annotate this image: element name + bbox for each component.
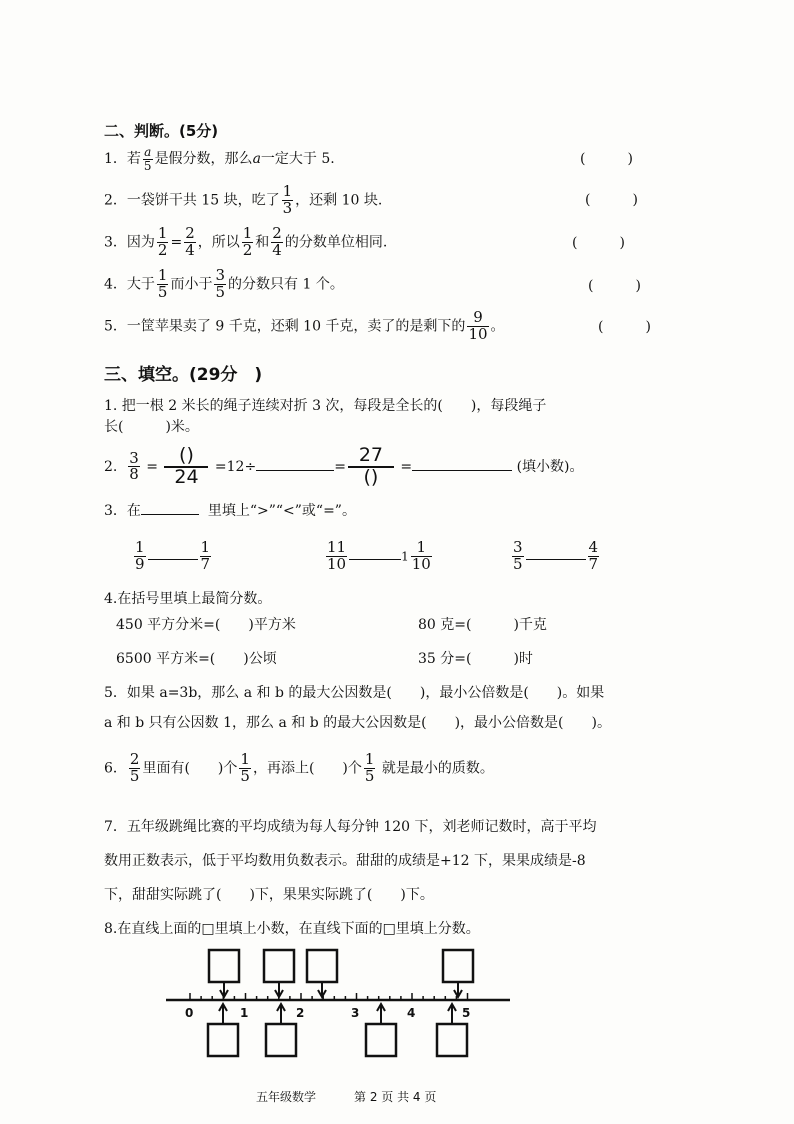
compare-blank-1[interactable] <box>148 559 198 560</box>
judge-q2-answer[interactable]: ( ) <box>585 192 638 208</box>
judge-q3: 3．因为 $\frac{1}{2}$ = $\frac{2}{4}$ ，所以 $\frac{1}{2}$ 和 $\frac{2}{4}$ 的分数单位相同. <box>104 224 388 259</box>
fill-q2-blank1[interactable] <box>256 470 334 471</box>
tick-label-5: 5 <box>462 1006 471 1020</box>
fill-q2-blank2[interactable] <box>412 470 512 471</box>
fill-q7-line1: 7．五年级跳绳比赛的平均成绩为每人每分钟 120 下，刘老师记数时，高于平均 <box>104 819 597 835</box>
tick-label-1: 1 <box>240 1006 249 1020</box>
tick-label-2: 2 <box>296 1006 305 1020</box>
tick-label-3: 3 <box>351 1006 360 1020</box>
fill-q4-c: 6500 平方米=( )公顷 <box>116 651 277 667</box>
compare-2: $\frac{11}{10}$ 1 $\frac{1}{10}$ <box>327 538 431 573</box>
judge-q4: 4．大于 $\frac{1}{5}$ 而小于 $\frac{3}{5}$ 的分数只有 1 个。 <box>104 266 344 301</box>
section3-title: 三、填空。(29分 ) <box>104 365 263 385</box>
tick-label-0: 0 <box>185 1006 194 1020</box>
fill-q5-line1: 5．如果 a=3b，那么 a 和 b 的最大公因数是( )，最小公倍数是( )。如果 <box>104 685 605 701</box>
fill-q4-title: 4.在括号里填上最简分数。 <box>104 591 272 607</box>
judge-q1: 1．若 $\frac{a}{5}$ 是假分数，那么a一定大于 5. <box>104 145 335 173</box>
fill-q3: 3．在 里填上“>”“<”或“=”。 <box>104 503 356 519</box>
fill-q5-line2: a 和 b 只有公因数 1，那么 a 和 b 的最大公因数是( )，最小公倍数是( )。 <box>104 715 611 731</box>
footer-page: 第 2 页 共 4 页 <box>354 1090 437 1104</box>
judge-q1-answer[interactable]: ( ) <box>580 151 633 167</box>
answer-box-bottom-1[interactable] <box>208 1024 238 1056</box>
fill-q7-line2: 数用正数表示，低于平均数用负数表示。甜甜的成绩是+12 下，果果成绩是-8 <box>104 853 586 869</box>
fill-q4-b: 80 克=( )千克 <box>418 617 547 633</box>
fill-q4-a: 450 平方分米=( )平方米 <box>116 617 296 633</box>
section2-title: 二、判断。(5分) <box>104 122 219 140</box>
compare-blank-2[interactable] <box>349 559 401 560</box>
answer-box-bottom-2[interactable] <box>266 1024 296 1056</box>
judge-q5: 5．一筐苹果卖了 9 千克，还剩 10 千克，卖了的是剩下的 $\frac{9}{10}$ 。 <box>104 308 505 343</box>
compare-1: $\frac{1}{9}$ $\frac{1}{7}$ <box>135 538 211 573</box>
fraction: $\frac{a}{5}$ <box>143 145 152 173</box>
answer-box-bottom-4[interactable] <box>437 1024 467 1056</box>
judge-q2: 2．一袋饼干共 15 块，吃了 $\frac{1}{3}$ ，还剩 10 块. <box>104 182 383 217</box>
answer-box-top-4[interactable] <box>443 950 473 982</box>
answer-box-top-3[interactable] <box>307 950 337 982</box>
fill-q2: 2. $\frac{3}{8}$ = $\frac{()}{24}$ =12÷ = $\frac{27}{()}$ = (填小数)。 <box>104 444 584 488</box>
compare-blank-3[interactable] <box>526 559 586 560</box>
answer-box-top-1[interactable] <box>209 950 239 982</box>
compare-3: $\frac{3}{5}$ $\frac{4}{7}$ <box>513 538 599 573</box>
judge-q5-answer[interactable]: ( ) <box>598 319 651 335</box>
answer-box-top-2[interactable] <box>264 950 294 982</box>
fill-q1-line1: 1. 把一根 2 米长的绳子连续对折 3 次，每段是全长的( )，每段绳子 <box>104 398 547 414</box>
judge-q4-answer[interactable]: ( ) <box>588 278 641 294</box>
footer-subject: 五年级数学 <box>256 1090 317 1104</box>
fill-q7-line3: 下，甜甜实际跳了( )下，果果实际跳了( )下。 <box>104 887 434 903</box>
judge-q3-answer[interactable]: ( ) <box>572 235 625 251</box>
tick-label-4: 4 <box>407 1006 416 1020</box>
answer-box-bottom-3[interactable] <box>366 1024 396 1056</box>
fill-q8-title: 8.在直线上面的□里填上小数，在直线下面的□里填上分数。 <box>104 921 480 937</box>
fill-q1-line2: 长( )米。 <box>104 419 199 435</box>
fill-q4-d: 35 分=( )时 <box>418 651 533 667</box>
fill-q6: 6． $\frac{2}{5}$ 里面有( )个 $\frac{1}{5}$ ，再添上( )个 $\frac{1}{5}$ 就是最小的质数。 <box>104 750 494 785</box>
number-line-figure <box>160 942 520 1067</box>
